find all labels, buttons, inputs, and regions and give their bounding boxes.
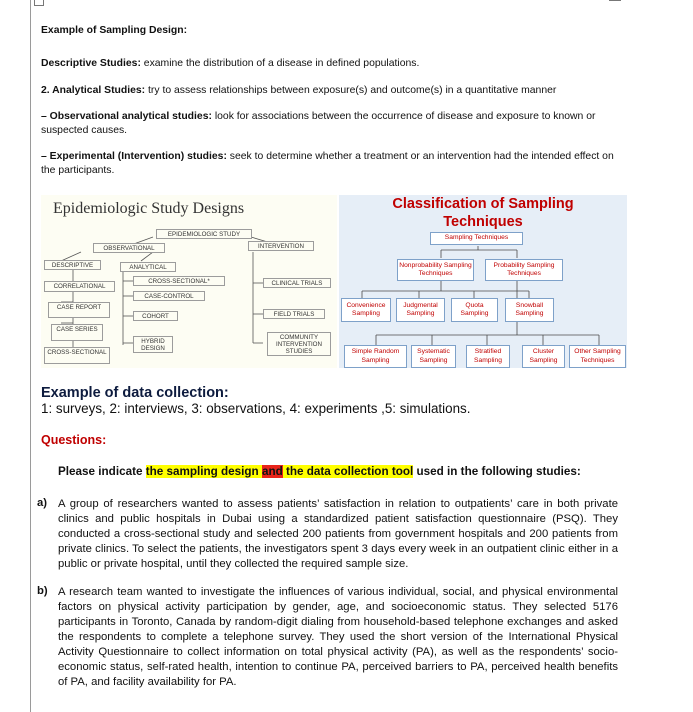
instruction-highlight-sampling: the sampling design <box>145 465 262 478</box>
question-a-label: a) <box>37 497 48 509</box>
epi-community-box: COMMUNITY INTERVENTION STUDIES <box>267 332 331 356</box>
sampling-title-line2: Techniques <box>443 214 523 230</box>
experimental-label: – Experimental (Intervention) studies: <box>41 151 227 162</box>
other-sampling-label: Other Sampling Techniques <box>574 348 621 364</box>
systematic-label: Systematic Sampling <box>417 348 450 364</box>
page-margin-line <box>30 0 31 712</box>
stratified-box <box>466 345 510 368</box>
instruction-highlight-and: and <box>261 465 283 478</box>
analytical-paragraph <box>41 84 626 98</box>
epi-clinical-trials-box: CLINICAL TRIALS <box>263 278 331 288</box>
systematic-box <box>411 345 456 368</box>
simple-random-label: Simple Random Sampling <box>351 348 400 364</box>
epi-cross-sectional-left-box: CROSS-SECTIONAL <box>44 347 110 364</box>
epi-hybrid-box: HYBRID DESIGN <box>133 336 173 353</box>
nonprobability-label: Nonprobability Sampling Techniques <box>399 261 472 277</box>
questions-title: Questions: <box>41 433 107 447</box>
epidemiologic-study-designs-diagram <box>41 195 337 368</box>
epi-case-report-box: CASE REPORT <box>48 302 110 318</box>
epi-descriptive-box: DESCRIPTIVE <box>44 260 101 270</box>
descriptive-paragraph <box>41 57 626 71</box>
epi-intervention-box: INTERVENTION <box>248 241 314 251</box>
sampling-root-box <box>430 232 523 245</box>
observational-paragraph <box>41 110 626 138</box>
stratified-label: Stratified Sampling <box>474 348 502 364</box>
epi-case-series-box: CASE SERIES <box>51 324 103 341</box>
question-b-text: A research team wanted to investigate the influences of various individual, social, and physical environmental factors on physical activity participation by gender, age, and socioeconomic status. They selected 5176 participants in Toronto, Canada by random-digit dialing from household-based telephone exchanges and asked the respondents to complete a telephone survey. They used the short version of the International Physical Activity Questionnaire to collect information on total physical activity (PA), as well as the respondents’ socio-economic status, self-rated health, intention to continue PA, perceived barriers to PA, perceived health benefits of PA, and facility availability for PA. <box>58 586 618 688</box>
judgmental-label: Judgmental Sampling <box>403 301 438 317</box>
sampling-title-line1: Classification of Sampling <box>392 196 574 212</box>
sampling-root-label: Sampling Techniques <box>444 234 509 242</box>
convenience-box <box>341 298 391 322</box>
section-title: Example of Sampling Design: <box>41 25 188 36</box>
analytical-text: try to assess relationships between exposure(s) and outcome(s) in a quantitative manner <box>145 85 557 96</box>
simple-random-box <box>344 345 407 368</box>
other-sampling-box <box>569 345 626 368</box>
analytical-label: 2. Analytical Studies: <box>41 85 146 96</box>
observational-text: look for associations between the occurrence of disease and exposure to known or suspected causes. <box>41 111 596 136</box>
cluster-label: Cluster Sampling <box>529 348 558 364</box>
data-collection-title: Example of data collection: <box>41 385 229 401</box>
experimental-paragraph <box>41 150 626 178</box>
instruction-highlight-tool: the data collection tool <box>282 465 414 478</box>
instruction-pre: Please indicate <box>58 465 146 478</box>
quota-box <box>451 298 498 322</box>
margin-corner-mark <box>34 0 44 6</box>
descriptive-text: examine the distribution of a disease in defined populations. <box>140 58 420 69</box>
epi-analytical-box: ANALYTICAL <box>120 262 176 272</box>
sampling-techniques-diagram <box>339 195 627 368</box>
quota-label: Quota Sampling <box>460 301 489 317</box>
question-b-label: b) <box>37 585 48 597</box>
convenience-label: Convenience Sampling <box>346 301 386 317</box>
questions-instruction <box>58 465 581 478</box>
epi-case-control-box: CASE-CONTROL <box>133 291 205 301</box>
nonprobability-box <box>397 259 474 281</box>
epi-cross-sectional-box: CROSS-SECTIONAL* <box>133 276 225 286</box>
experimental-text: seek to determine whether a treatment or an intervention had the intended effect on the participants. <box>41 151 614 176</box>
observational-label: – Observational analytical studies: <box>41 111 212 122</box>
descriptive-label: Descriptive Studies: <box>41 58 141 69</box>
epi-diagram-title: Epidemiologic Study Designs <box>53 200 245 217</box>
judgmental-box <box>396 298 445 322</box>
probability-box <box>485 259 563 281</box>
epi-correlational-box: CORRELATIONAL <box>44 281 115 292</box>
snowball-label: Snowball Sampling <box>515 301 544 317</box>
margin-corner-mark-right <box>609 0 621 1</box>
question-a-text: A group of researchers wanted to assess patients’ satisfaction in relation to outpatients’ care in both private clinics and public hospitals in Dubai using a standardized patient satisfaction questionnaire (PSQ). They conducted a cross-sectional study and selected 200 patients from government hospitals and 200 patients from private clinics. To select the patients, the investigators spent 3 days every week in an outpatient clinic either in a public or private hospital, until they collected the required sample size. <box>58 498 618 570</box>
epi-root-box: EPIDEMIOLOGIC STUDY <box>156 229 252 239</box>
cluster-box <box>522 345 565 368</box>
epi-field-trials-box: FIELD TRIALS <box>263 309 325 319</box>
data-collection-list: 1: surveys, 2: interviews, 3: observations, 4: experiments ,5: simulations. <box>41 401 471 416</box>
epi-observational-box: OBSERVATIONAL <box>93 243 165 253</box>
instruction-post: used in the following studies: <box>413 465 581 478</box>
epi-cohort-box: COHORT <box>133 311 178 321</box>
probability-label: Probability Sampling Techniques <box>493 261 555 277</box>
snowball-box <box>505 298 554 322</box>
